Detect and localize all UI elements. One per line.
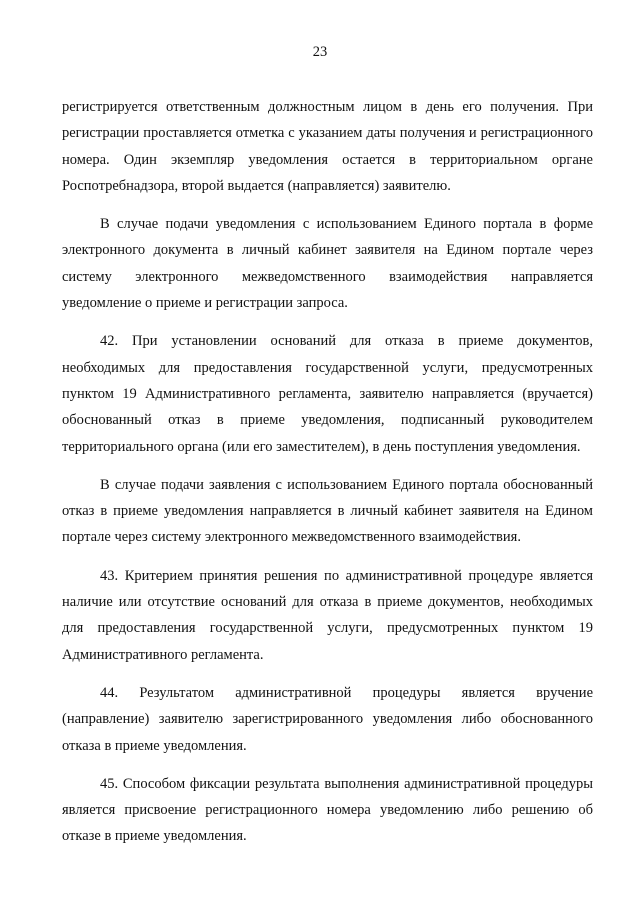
paragraph-45-result-recording: 45. Способом фиксации результата выполнения административной процедуры является присвоение регистрационного номера уведомлению либо решению об отказе в приеме уведомления.: [62, 775, 593, 845]
document-body: [62, 94, 593, 862]
paragraph-registration-continuation: регистрируется ответственным должностным лицом в день его получения. При регистрации проставляется отметка с указанием даты получения и регистрационного номера. Один экземпляр уведомления остается в территориальном органе Роспотребнадзора, второй выдается (направляется) заявителю.: [62, 99, 593, 194]
paragraph-44-procedure-result: 44. Результатом административной процедуры является вручение (направление) заявителю зарегистрированного уведомления либо обоснованного отказа в приеме уведомления.: [62, 684, 593, 754]
page-number: 23: [312, 44, 328, 60]
paragraph-unified-portal-refusal: В случае подачи заявления с использованием Единого портала обоснованный отказ в приеме уведомления направляется в личный кабинет заявителя на Едином портале через систему электронного межведомственного взаимодействия.: [62, 476, 593, 546]
paragraph-unified-portal-notice: В случае подачи уведомления с использованием Единого портала в форме электронного документа в личный кабинет заявителя на Едином портале через систему электронного межведомственного взаимодействия направляется уведомление о приеме и регистрации запроса.: [62, 216, 593, 312]
paragraph-42-refusal-grounds: 42. При установлении оснований для отказа в приеме документов, необходимых для предоставления государственной услуги, предусмотренных пунктом 19 Административного регламента, заявителю направляется (вручается) обоснованный отказ в приеме уведомления, подписанный руководителем территориального органа (или его заместителем), в день поступления уведомления.: [62, 333, 593, 455]
paragraph-43-decision-criteria: 43. Критерием принятия решения по административной процедуре является наличие или отсутствие оснований для отказа в приеме документов, необходимых для предоставления государственной услуги, предусмотренных пунктом 19 Административного регламента.: [62, 567, 593, 663]
